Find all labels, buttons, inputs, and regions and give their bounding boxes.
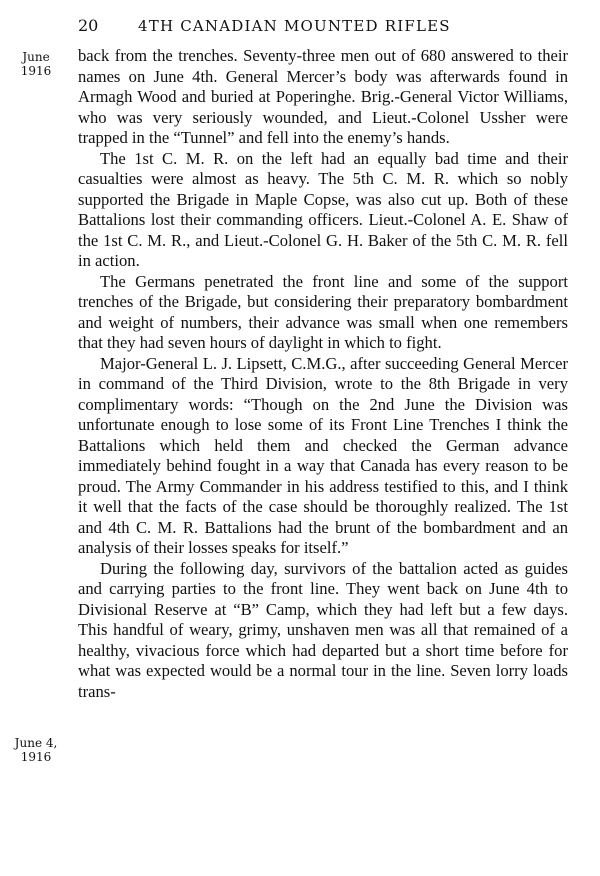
body-text [78,46,568,702]
margin-date-note [10,50,62,78]
margin-note-year: 1916 [20,64,52,78]
paragraph: Major-General L. J. Lipsett, C.M.G., after succeeding General Mercer in command of the Third Division, wrote to the 8th Brigade in very complimentary words: “Though on the 2nd June the Division was unfortunate enough to lose some of its Front Line Trenches I think the Battalions which held them and checked the German advance immediately behind fought in a way that Canada has every reason to be proud. The Army Commander in his address testified to this, and I think it well that the facts of the case should be thoroughly realized. The 1st and 4th C. M. R. Battalions had the brunt of the bombardment and an analysis of their losses speaks for itself.” [78,353,568,557]
margin-note-day: June 4, [14,736,58,750]
page-header [0,16,600,38]
page-number: 20 [78,16,99,35]
margin-note-year: 1916 [20,750,52,764]
paragraph: During the following day, survivors of the battalion acted as guides and carrying parties to the front line. They went back on June 4th to Divisional Reserve at “B” Camp, which they had left but a few days. This handful of weary, grimy, unshaven men was all that remained of a healthy, vivacious force which had departed but a short time before for what was expected would be a normal tour in the line. Seven lorry loads trans- [78,558,568,701]
running-title: 4TH CANADIAN MOUNTED RIFLES [138,17,451,35]
paragraph: The 1st C. M. R. on the left had an equally bad time and their casualties were almost as heavy. The 5th C. M. R. which so nobly supported the Brigade in Maple Copse, was also cut up. Both of these Battalions lost their commanding officers. Lieut.-Colonel A. E. Shaw of the 1st C. M. R., and Lieut.-Colonel G. H. Baker of the 5th C. M. R. fell in action. [78,148,568,270]
paragraph: The Germans penetrated the front line and some of the support trenches of the Brigade, but considering their preparatory bombardment and weight of numbers, their advance was small when one remembers that they had seven hours of daylight in which to fight. [78,271,568,352]
margin-note-month: June [22,50,50,64]
margin-date-note [10,736,62,764]
paragraph: back from the trenches. Seventy-three men out of 680 answered to their names on June 4th. General Mercer’s body was afterwards found in Armagh Wood and buried at Poperinghe. Brig.-General Victor Williams, who was very seriously wounded, and Lieut.-Colonel Ussher were trapped in the “Tunnel” and fell into the enemy’s hands. [78,46,568,147]
